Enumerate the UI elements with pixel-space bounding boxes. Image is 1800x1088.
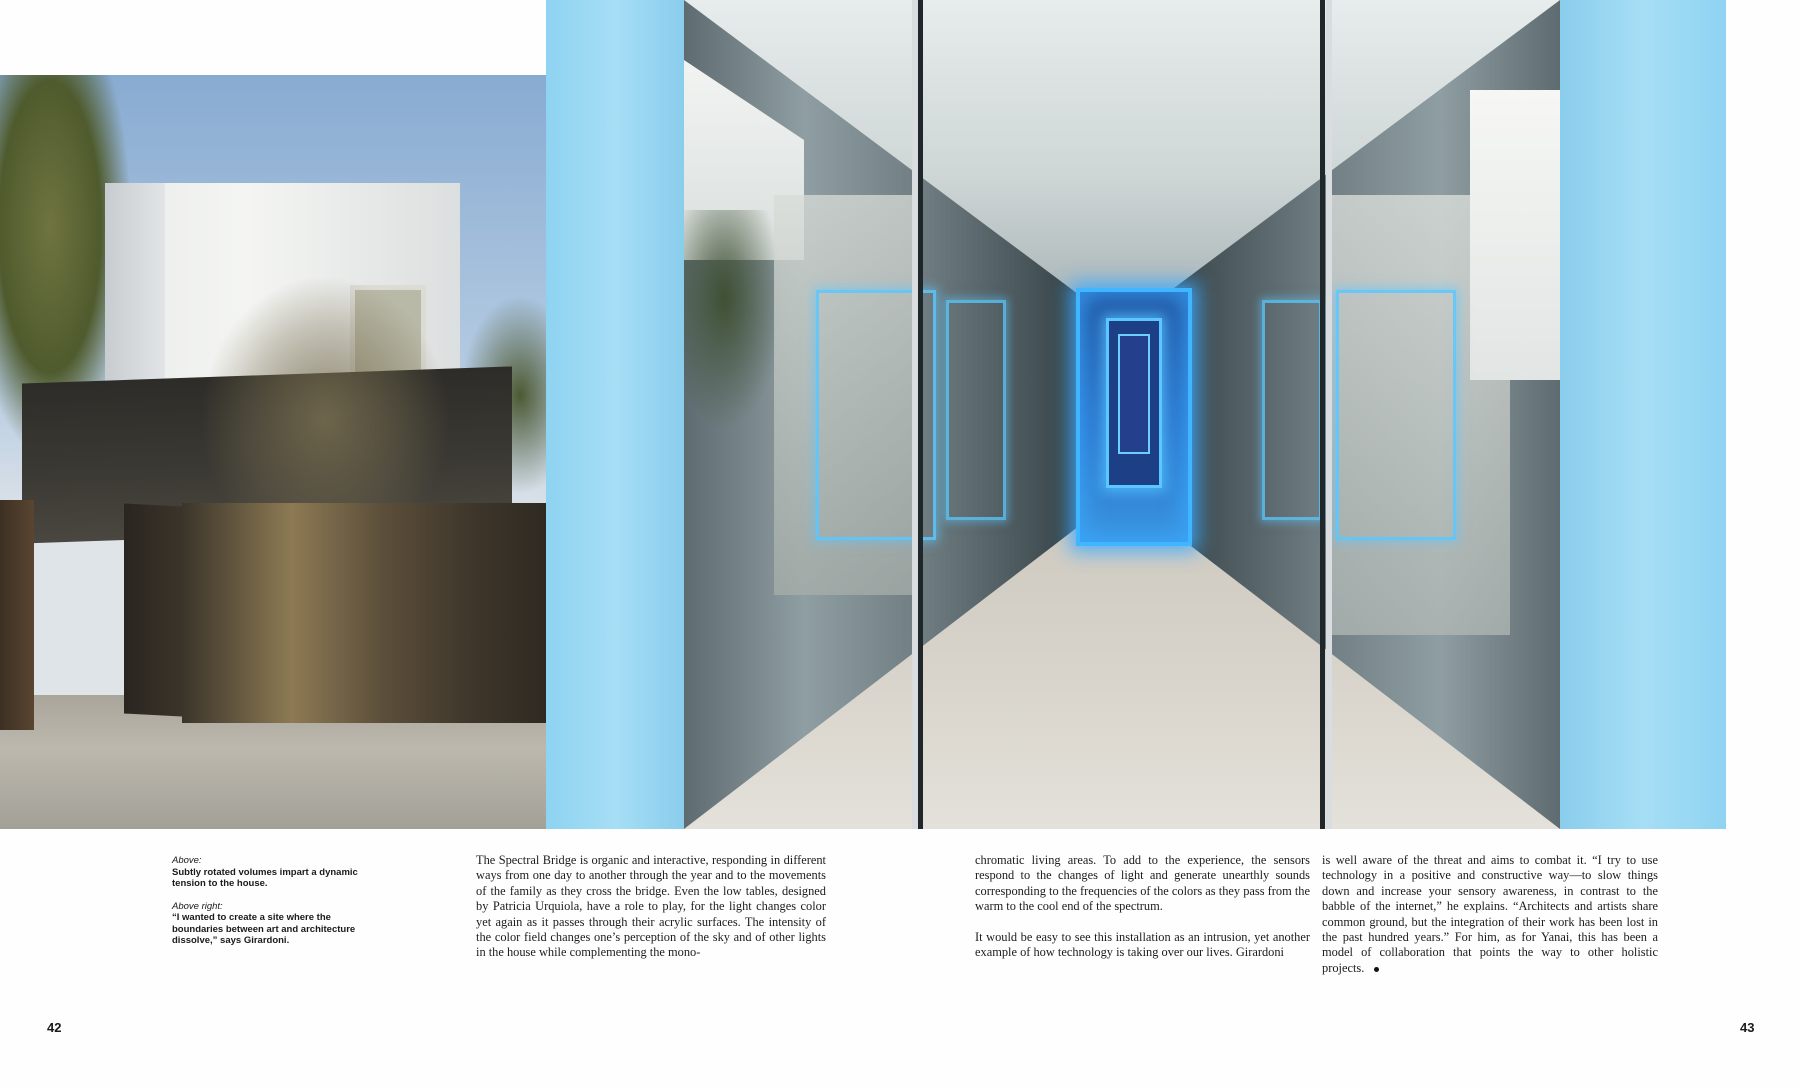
body-paragraph <box>1322 853 1658 976</box>
bare-shrub <box>200 275 450 515</box>
house-exterior-photo <box>0 75 546 829</box>
steel-gate <box>124 503 182 716</box>
caption-label: Above right: <box>172 900 223 912</box>
caption-above-right <box>172 901 362 947</box>
tree-reflection <box>684 210 784 430</box>
body-column-3 <box>1322 853 1658 976</box>
photo-caption <box>172 855 362 947</box>
body-paragraph: chromatic living areas. To add to the experience, the sensors respond to the changes of light and generate unearthly sounds corresponding to the frequencies of the colors as they pass from the warm to the cool end of the spectrum. <box>975 853 1310 914</box>
caption-above <box>172 855 362 890</box>
neon-reflection-right <box>1336 290 1456 540</box>
sky-reflection-right <box>1470 90 1560 380</box>
blue-lit-pillar-left <box>546 0 684 829</box>
white-volume-side <box>105 183 165 408</box>
neon-reflection-right-inner <box>1262 300 1322 520</box>
end-of-article-mark <box>1374 967 1379 972</box>
body-column-2 <box>975 853 1310 960</box>
blue-lit-pillar-right <box>1560 0 1726 829</box>
neon-light-doorway <box>1118 334 1150 454</box>
window-mullion-shadow <box>918 0 923 829</box>
spectral-bridge-photo <box>546 0 1726 829</box>
body-paragraph: The Spectral Bridge is organic and interactive, responding in different ways from one day to another through the year and to the movements of the family as they cross the bridge. Even the low tables, designed by Patricia Urquiola, have a role to play, for the light changes color yet again as it passes through their acrylic surfaces. The intensity of the color field changes one’s perception of the sky and of other lights in the house while complementing the mono- <box>476 853 826 960</box>
page-number-left: 42 <box>47 1020 62 1035</box>
page-number-right: 43 <box>1740 1020 1755 1035</box>
window-mullion <box>1326 0 1332 829</box>
steel-fence <box>182 503 546 723</box>
caption-text: “I wanted to create a site where the boundaries between art and architecture dissolve,” says Girardoni. <box>172 912 356 946</box>
body-column-1 <box>476 853 826 961</box>
window-mullion-shadow <box>1320 0 1325 829</box>
body-paragraph: It would be easy to see this installation as an intrusion, yet another example of how technology is taking over our lives. Girardoni <box>975 929 1310 960</box>
caption-label: Above: <box>172 855 202 866</box>
neon-reflection-left-inner <box>946 300 1006 520</box>
body-paragraph-text: is well aware of the threat and aims to combat it. “I try to use technology in a positive and constructive way—to slow things down and increase your sensory awareness, in contrast to the babble of the internet,” he explains. “Architects and artists share common ground, but the integration of their work has been lost in the past hundred years.” For him, as for Yanai, this has been a model of collaboration that points the way to other holistic projects. <box>1322 853 1658 975</box>
steel-post <box>0 500 34 730</box>
caption-text: Subtly rotated volumes impart a dynamic tension to the house. <box>172 866 358 889</box>
